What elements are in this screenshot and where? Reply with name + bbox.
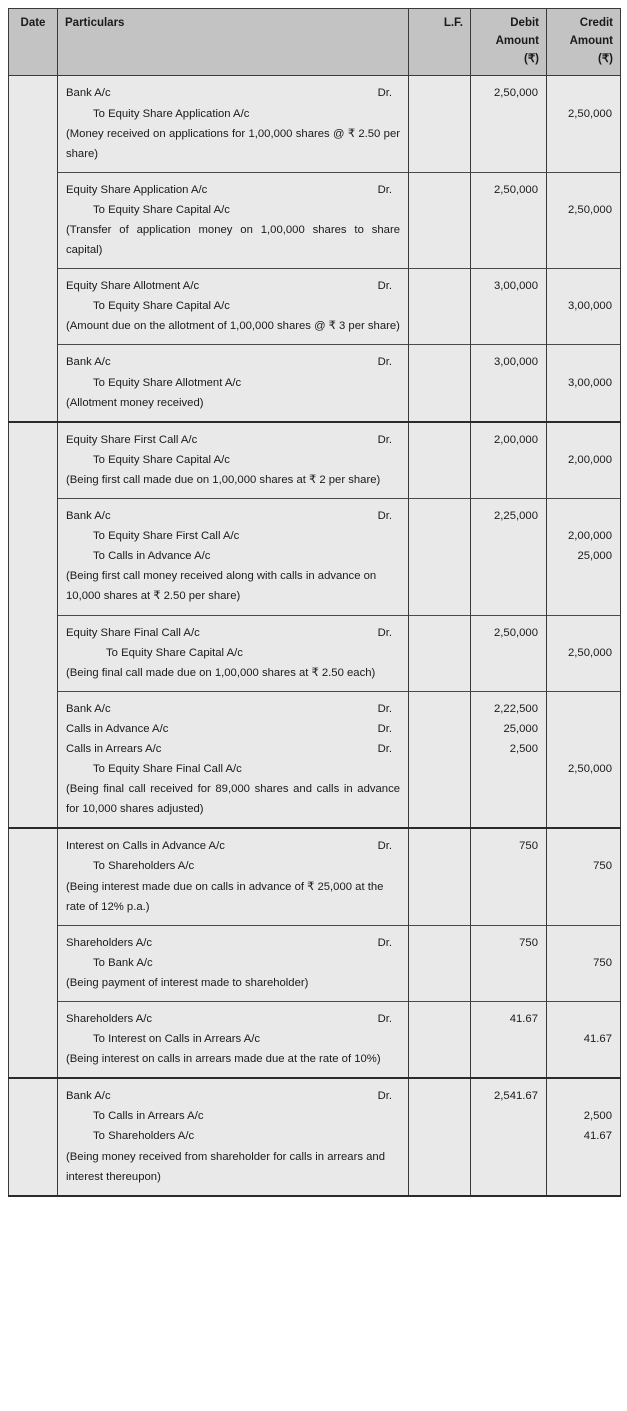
- entry-credit-amount-values: [547, 499, 620, 574]
- entry-credit-amount-value: 750: [593, 956, 612, 969]
- table-header: [9, 9, 621, 76]
- entry-debit-amount-values: [471, 173, 546, 228]
- journal-entry-row: [9, 691, 621, 828]
- entry-debit-amount: [471, 499, 547, 615]
- dr-indicator: Dr.: [377, 1090, 392, 1103]
- entry-lf-cell[interactable]: [409, 422, 471, 499]
- particulars-lines: [58, 269, 408, 344]
- entry-credit-account-line: To Equity Share Capital A/c: [93, 453, 230, 466]
- particulars-lines: [58, 616, 408, 691]
- dr-indicator: Dr.: [377, 702, 392, 715]
- credit-header-line-2: Amount: [569, 34, 613, 47]
- entry-credit-amount: [547, 76, 621, 172]
- journal-entry-row: [9, 499, 621, 615]
- entry-debit-amount-value: 2,25,000: [494, 510, 538, 523]
- journal-entry-row: [9, 76, 621, 172]
- entry-debit-amount-value: 2,00,000: [494, 433, 538, 446]
- entry-narration: (Being interest made due on calls in advance of ₹ 25,000 at the rate of 12% p.a.): [66, 880, 384, 913]
- entry-debit-account-line: [66, 699, 400, 719]
- entry-date-cell[interactable]: [9, 1002, 58, 1079]
- entry-debit-amount-values: [471, 1002, 546, 1057]
- journal-entry-row: [9, 615, 621, 691]
- column-header-lf: L.F.: [409, 9, 471, 76]
- account-name: Calls in Arrears A/c: [66, 742, 162, 755]
- dr-indicator: Dr.: [377, 1013, 392, 1025]
- particulars-lines: [58, 692, 408, 828]
- entry-credit-amount-value: 3,00,000: [568, 300, 612, 313]
- entry-credit-amount-value: 25,000: [577, 550, 612, 563]
- entry-particulars-cell: [58, 691, 409, 828]
- entry-credit-account-line: To Equity Share Capital A/c: [106, 646, 243, 659]
- entry-narration: (Being final call made due on 1,00,000 shares at ₹ 2.50 each): [66, 666, 376, 679]
- entry-debit-account-line: [66, 1009, 400, 1029]
- entry-narration: (Money received on applications for 1,00,000 shares @ ₹ 2.50 per share): [66, 127, 400, 160]
- entry-credit-amount-values: [547, 1079, 620, 1154]
- entry-debit-amount-values: [471, 423, 546, 478]
- entry-credit-amount: [547, 422, 621, 499]
- entry-lf-cell[interactable]: [409, 269, 471, 345]
- account-name: Equity Share Application A/c: [66, 183, 208, 196]
- entry-debit-amount-value: 25,000: [503, 722, 538, 735]
- entry-debit-amount-value: 2,541.67: [494, 1090, 538, 1103]
- journal-entry-row: [9, 1078, 621, 1195]
- entry-debit-account-line: [66, 739, 400, 759]
- entry-debit-amount: [471, 172, 547, 268]
- entry-credit-amount-values: [547, 926, 620, 981]
- entry-date-cell[interactable]: [9, 269, 58, 345]
- entry-credit-amount: [547, 269, 621, 345]
- entry-debit-amount: [471, 691, 547, 828]
- particulars-lines: [58, 1079, 408, 1194]
- particulars-lines: [58, 829, 408, 924]
- entry-credit-account-line: To Calls in Advance A/c: [93, 550, 211, 563]
- entry-lf-cell[interactable]: [409, 172, 471, 268]
- dr-indicator: Dr.: [377, 936, 392, 949]
- account-name: Equity Share First Call A/c: [66, 433, 198, 446]
- table-body: [9, 76, 621, 1196]
- entry-debit-amount-value: 750: [519, 840, 538, 853]
- entry-particulars-cell: [58, 925, 409, 1001]
- entry-debit-account-line: [66, 506, 400, 526]
- dr-indicator: Dr.: [377, 280, 392, 293]
- entry-credit-amount: [547, 1002, 621, 1079]
- entry-date-cell[interactable]: [9, 615, 58, 691]
- entry-lf-cell[interactable]: [409, 828, 471, 925]
- account-name: Bank A/c: [66, 1090, 111, 1103]
- entry-debit-amount-value: 41.67: [509, 1013, 538, 1025]
- journal-entries-table: [8, 8, 621, 1197]
- entry-debit-amount: [471, 615, 547, 691]
- entry-date-cell[interactable]: [9, 925, 58, 1001]
- entry-credit-amount-value: 2,50,000: [568, 646, 612, 659]
- entry-credit-amount-value: 41.67: [583, 1033, 612, 1046]
- entry-date-cell[interactable]: [9, 76, 58, 172]
- journal-entries-table-container: [8, 8, 620, 1197]
- entry-lf-cell[interactable]: [409, 1078, 471, 1195]
- entry-particulars-cell: [58, 615, 409, 691]
- entry-narration: (Being final call received for 89,000 shares and calls in advance for 10,000 shares adjusted): [66, 783, 400, 816]
- entry-lf-cell[interactable]: [409, 1002, 471, 1079]
- entry-date-cell[interactable]: [9, 172, 58, 268]
- entry-debit-amount: [471, 925, 547, 1001]
- entry-credit-account-line: To Equity Share Application A/c: [93, 107, 250, 120]
- entry-debit-account-line: [66, 430, 400, 450]
- entry-credit-amount-value: 3,00,000: [568, 376, 612, 389]
- entry-date-cell[interactable]: [9, 422, 58, 499]
- journal-entry-row: [9, 422, 621, 499]
- account-name: Interest on Calls in Advance A/c: [66, 840, 225, 853]
- entry-debit-amount-values: [471, 345, 546, 400]
- entry-credit-amount-value: 2,50,000: [568, 763, 612, 776]
- entry-particulars-cell: [58, 76, 409, 172]
- entry-date-cell[interactable]: [9, 828, 58, 925]
- entry-debit-account-line: [66, 83, 400, 103]
- dr-indicator: Dr.: [377, 840, 392, 853]
- entry-credit-amount: [547, 1078, 621, 1195]
- entry-debit-amount-values: [471, 926, 546, 981]
- entry-narration: (Being first call money received along with calls in advance on 10,000 shares at ₹ 2.50 per share): [66, 570, 377, 603]
- journal-entry-row: [9, 828, 621, 925]
- entry-credit-amount-value: 2,50,000: [568, 107, 612, 120]
- account-name: Equity Share Allotment A/c: [66, 280, 200, 293]
- entry-credit-amount: [547, 691, 621, 828]
- entry-particulars-cell: [58, 172, 409, 268]
- entry-credit-amount: [547, 615, 621, 691]
- entry-debit-amount-values: [471, 616, 546, 671]
- entry-credit-amount-values: [547, 269, 620, 324]
- entry-credit-amount: [547, 499, 621, 615]
- entry-credit-amount-values: [547, 345, 620, 400]
- entry-credit-account-line: To Shareholders A/c: [93, 860, 195, 873]
- entry-lf-cell[interactable]: [409, 345, 471, 422]
- entry-debit-amount-value: 2,50,000: [494, 87, 538, 100]
- entry-lf-cell[interactable]: [409, 691, 471, 828]
- entry-lf-cell[interactable]: [409, 615, 471, 691]
- credit-header-line-1: Credit: [579, 17, 613, 29]
- entry-credit-amount-value: 41.67: [583, 1130, 612, 1143]
- entry-narration: (Being payment of interest made to shareholder): [66, 976, 309, 989]
- entry-particulars-cell: [58, 1002, 409, 1079]
- dr-indicator: Dr.: [377, 183, 392, 196]
- entry-debit-amount: [471, 1078, 547, 1195]
- entry-debit-amount-value: 2,50,000: [494, 183, 538, 196]
- entry-debit-account-line: [66, 836, 400, 856]
- entry-credit-account-line: To Bank A/c: [93, 956, 153, 969]
- entry-debit-amount: [471, 828, 547, 925]
- dr-indicator: Dr.: [377, 433, 392, 446]
- entry-narration: (Being money received from shareholder for calls in arrears and interest thereupon): [66, 1150, 385, 1183]
- entry-credit-amount: [547, 828, 621, 925]
- account-name: Shareholders A/c: [66, 1013, 153, 1025]
- account-name: Bank A/c: [66, 87, 111, 100]
- table-header-row: [9, 9, 621, 76]
- entry-particulars-cell: [58, 1078, 409, 1195]
- account-name: Bank A/c: [66, 510, 111, 523]
- credit-header-currency: (₹): [598, 52, 613, 65]
- entry-debit-amount: [471, 269, 547, 345]
- particulars-lines: [58, 499, 408, 614]
- entry-date-cell[interactable]: [9, 691, 58, 828]
- particulars-lines: [58, 345, 408, 420]
- entry-credit-amount-value: 2,500: [583, 1110, 612, 1123]
- particulars-lines: [58, 423, 408, 498]
- entry-debit-amount: [471, 345, 547, 422]
- column-header-credit-amount: [547, 9, 621, 76]
- entry-narration: (Being interest on calls in arrears made due at the rate of 10%): [66, 1053, 381, 1066]
- entry-debit-account-line: [66, 719, 400, 739]
- entry-date-cell[interactable]: [9, 1078, 58, 1195]
- entry-lf-cell[interactable]: [409, 499, 471, 615]
- entry-credit-amount-values: [547, 829, 620, 884]
- journal-entry-row: [9, 345, 621, 422]
- entry-debit-amount-value: 2,50,000: [494, 626, 538, 639]
- entry-credit-amount: [547, 172, 621, 268]
- entry-debit-amount: [471, 422, 547, 499]
- debit-header-line-2: Amount: [495, 34, 539, 47]
- dr-indicator: Dr.: [377, 510, 392, 523]
- entry-credit-amount-value: 2,00,000: [568, 453, 612, 466]
- entry-debit-account-line: [66, 276, 400, 296]
- dr-indicator: Dr.: [377, 356, 392, 369]
- entry-credit-account-line: To Equity Share First Call A/c: [93, 530, 240, 543]
- column-header-date: Date: [9, 9, 58, 76]
- entry-credit-amount-value: 2,00,000: [568, 530, 612, 543]
- entry-debit-account-line: [66, 623, 400, 643]
- entry-debit-amount-value: 3,00,000: [494, 280, 538, 293]
- entry-debit-amount: [471, 1002, 547, 1079]
- account-name: Bank A/c: [66, 356, 111, 369]
- entry-debit-account-line: [66, 352, 400, 372]
- entry-particulars-cell: [58, 269, 409, 345]
- column-header-debit-amount: [471, 9, 547, 76]
- entry-debit-account-line: [66, 933, 400, 953]
- entry-credit-amount-values: [547, 76, 620, 131]
- entry-particulars-cell: [58, 499, 409, 615]
- entry-narration: (Being first call made due on 1,00,000 shares at ₹ 2 per share): [66, 473, 381, 486]
- entry-date-cell[interactable]: [9, 345, 58, 422]
- account-name: Bank A/c: [66, 702, 111, 715]
- entry-credit-account-line: To Equity Share Capital A/c: [93, 203, 230, 216]
- entry-credit-account-line: To Equity Share Final Call A/c: [93, 763, 242, 776]
- entry-credit-amount-value: 2,50,000: [568, 203, 612, 216]
- journal-entry-row: [9, 1002, 621, 1079]
- dr-indicator: Dr.: [377, 626, 392, 639]
- entry-narration: (Allotment money received): [66, 396, 204, 409]
- account-name: Equity Share Final Call A/c: [66, 626, 200, 639]
- debit-header-line-1: Debit: [510, 17, 539, 29]
- entry-credit-amount-values: [547, 692, 620, 787]
- entry-debit-amount: [471, 76, 547, 172]
- dr-indicator: Dr.: [377, 87, 392, 100]
- particulars-lines: [58, 173, 408, 268]
- entry-debit-amount-values: [471, 1079, 546, 1154]
- entry-credit-amount-values: [547, 423, 620, 478]
- entry-credit-account-line: To Interest on Calls in Arrears A/c: [93, 1033, 261, 1046]
- particulars-lines: [58, 1002, 408, 1077]
- entry-credit-amount-values: [547, 616, 620, 671]
- entry-credit-account-line: To Shareholders A/c: [93, 1130, 195, 1143]
- account-name: Calls in Advance A/c: [66, 722, 169, 735]
- entry-credit-amount-value: 750: [593, 860, 612, 873]
- entry-credit-account-line: To Calls in Arrears A/c: [93, 1110, 204, 1123]
- entry-lf-cell[interactable]: [409, 925, 471, 1001]
- entry-credit-account-line: To Equity Share Allotment A/c: [93, 376, 242, 389]
- entry-debit-amount-values: [471, 76, 546, 131]
- entry-debit-amount-value: 3,00,000: [494, 356, 538, 369]
- dr-indicator: Dr.: [377, 722, 392, 735]
- entry-particulars-cell: [58, 828, 409, 925]
- entry-lf-cell[interactable]: [409, 76, 471, 172]
- entry-particulars-cell: [58, 422, 409, 499]
- entry-credit-amount: [547, 925, 621, 1001]
- entry-credit-account-line: To Equity Share Capital A/c: [93, 300, 230, 313]
- entry-debit-amount-values: [471, 499, 546, 574]
- journal-entry-row: [9, 925, 621, 1001]
- entry-debit-amount-values: [471, 692, 546, 787]
- account-name: Shareholders A/c: [66, 936, 153, 949]
- journal-entry-row: [9, 172, 621, 268]
- entry-credit-amount-values: [547, 1002, 620, 1057]
- particulars-lines: [58, 76, 408, 171]
- column-header-particulars: Particulars: [58, 9, 409, 76]
- entry-narration: (Transfer of application money on 1,00,000 shares to share capital): [66, 224, 400, 257]
- entry-narration: (Amount due on the allotment of 1,00,000 shares @ ₹ 3 per share): [66, 320, 400, 333]
- debit-header-currency: (₹): [524, 52, 539, 65]
- entry-date-cell[interactable]: [9, 499, 58, 615]
- entry-debit-amount-value: 2,22,500: [494, 702, 538, 715]
- entry-debit-amount-value: 750: [519, 936, 538, 949]
- journal-entry-row: [9, 269, 621, 345]
- entry-credit-amount: [547, 345, 621, 422]
- entry-debit-amount-value: 2,500: [509, 742, 538, 755]
- entry-debit-amount-values: [471, 269, 546, 324]
- entry-credit-amount-values: [547, 173, 620, 228]
- particulars-lines: [58, 926, 408, 1001]
- entry-debit-account-line: [66, 1086, 400, 1106]
- dr-indicator: Dr.: [377, 742, 392, 755]
- entry-particulars-cell: [58, 345, 409, 422]
- entry-debit-amount-values: [471, 829, 546, 884]
- entry-debit-account-line: [66, 180, 400, 200]
